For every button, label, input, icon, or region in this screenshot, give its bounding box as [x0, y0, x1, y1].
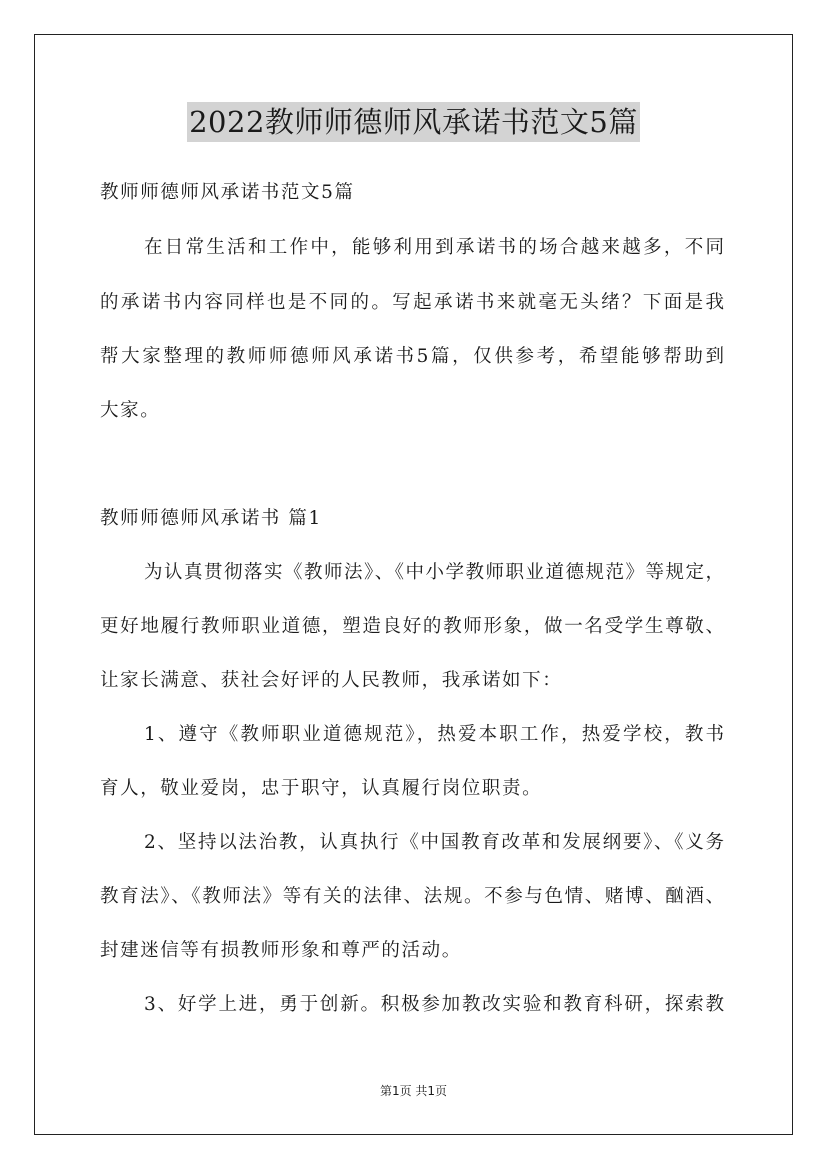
body-line: 育人，敬业爱岗，忠于职守，认真履行岗位职责。	[100, 778, 543, 799]
body-line: 让家长满意、获社会好评的人民教师，我承诺如下：	[100, 670, 563, 691]
page-footer: 第1页 共1页	[379, 1084, 448, 1098]
body-line: 教育法》、《教师法》等有关的法律、法规。不参与色情、赌博、酗酒、	[100, 886, 724, 907]
intro-line: 在日常生活和工作中，能够利用到承诺书的场合越来越多，不同	[144, 237, 724, 258]
body-line: 为认真贯彻落实《教师法》、《中小学教师职业道德规范》等规定，	[144, 562, 724, 583]
intro-line: 帮大家整理的教师师德师风承诺书5篇，仅供参考，希望能够帮助到	[100, 346, 724, 367]
document-title: 2022教师师德师风承诺书范文5篇	[187, 102, 640, 142]
title-container	[0, 102, 827, 142]
body-line: 2、坚持以法治教，认真执行《中国教育改革和发展纲要》、《义务	[144, 832, 724, 853]
intro-line: 的承诺书内容同样也是不同的。写起承诺书来就毫无头绪？下面是我	[100, 292, 724, 313]
intro-line: 大家。	[100, 400, 161, 421]
document-subtitle: 教师师德师风承诺书范文5篇	[100, 182, 355, 203]
body-line: 封建迷信等有损教师形象和尊严的活动。	[100, 940, 462, 961]
section-heading: 教师师德师风承诺书 篇1	[100, 508, 322, 529]
body-line: 3、好学上进，勇于创新。积极参加教改实验和教育科研，探索教	[144, 994, 724, 1015]
body-line: 1、遵守《教师职业道德规范》，热爱本职工作，热爱学校，教书	[144, 724, 724, 745]
body-line: 更好地履行教师职业道德，塑造良好的教师形象，做一名受学生尊敬、	[100, 616, 724, 637]
